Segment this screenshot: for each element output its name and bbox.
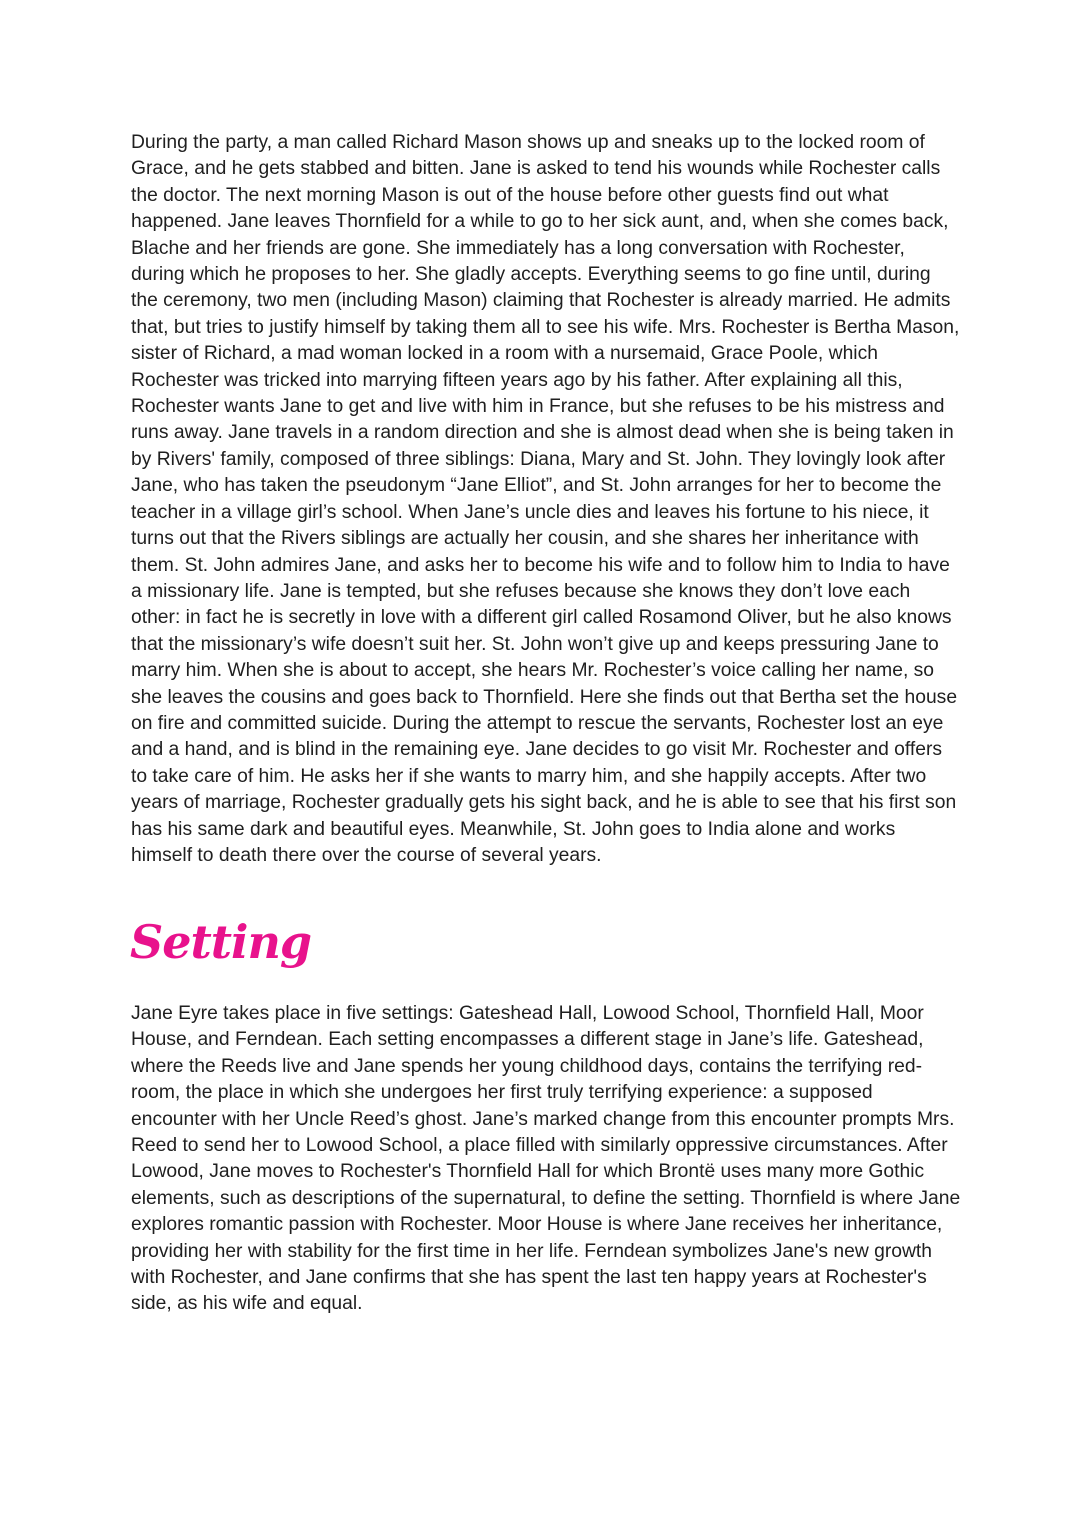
plot-summary-paragraph: During the party, a man called Richard Mason shows up and sneaks up to the locked room of Grace, and he gets stabbed and bitten. Jane is asked to tend his wounds while Rochester calls the doctor. The next morning Mason is out of the house before other guests find out what happened. Jane leaves Thornfield for a while to go to her sick aunt, and, when she comes back, Blache and her friends are gone. She immediately has a long conversation with Rochester, during which he proposes to her. She gladly accepts. Everything seems to go fine until, during the ceremony, two men (including Mason) claiming that Rochester is already married. He admits that, but tries to justify himself by taking them all to see his wife. Mrs. Rochester is Bertha Mason, sister of Richard, a mad woman locked in a room with a nursemaid, Grace Poole, which Rochester was tricked into marrying fifteen years ago by his father. After explaining all this, Rochester wants Jane to get and live with him in France, but she refuses to be his mistress and runs away. Jane travels in a random direction and she is almost dead when she is being taken in by Rivers' family, composed of three siblings: Diana, Mary and St. John. They lovingly look after Jane, who has taken the pseudonym “Jane Elliot”, and St. John arranges for her to become the teacher in a village girl’s school. When Jane’s uncle dies and leaves his fortune to his niece, it turns out that the Rivers siblings are actually her cousin, and she shares her inheritance with them. St. John admires Jane, and asks her to become his wife and to follow him to India to have a missionary life. Jane is tempted, but she refuses because she knows they don’t love each other: in fact he is secretly in love with a different girl called Rosamond Oliver, but he also knows that the missionary’s wife doesn’t suit her. St. John won’t give up and keeps pressuring Jane to marry him. When she is about to accept, she hears Mr. Rochester’s voice calling her name, so she leaves the cousins and goes back to Thornfield. Here she finds out that Bertha set the house on fire and committed suicide. During the attempt to rescue the servants, Rochester lost an eye and a hand, and is blind in the remaining eye. Jane decides to go visit Mr. Rochester and offers to take care of him. He asks her if she wants to marry him, and she happily accepts. After two years of marriage, Rochester gradually gets his sight back, and he is able to see that his first son has his same dark and beautiful eyes. Meanwhile, St. John goes to India alone and works himself to death there over the course of several years. xyxy=(131,132,960,866)
setting-paragraph: Jane Eyre takes place in five settings: Gateshead Hall, Lowood School, Thornfield Hall, Moor House, and Ferndean. Each setting encompasses a different stage in Jane’s life. Gateshead, where the Reeds live and Jane spends her young childhood days, contains the terrifying red-room, the place in which she undergoes her first truly terrifying experience: a supposed encounter with her Uncle Reed’s ghost. Jane’s marked change from this encounter prompts Mrs. Reed to send her to Lowood School, a place filled with similarly oppressive circumstances. After Lowood, Jane moves to Rochester's Thornfield Hall for which Brontë uses many more Gothic elements, such as descriptions of the supernatural, to define the setting. Thornfield is where Jane explores romantic passion with Rochester. Moor House is where Jane receives her inheritance, providing her with stability for the first time in her life. Ferndean symbolizes Jane's new growth with Rochester, and Jane confirms that she has spent the last ten happy years at Rochester's side, as his wife and equal. xyxy=(131,1003,961,1315)
setting-heading: Setting xyxy=(130,915,312,969)
